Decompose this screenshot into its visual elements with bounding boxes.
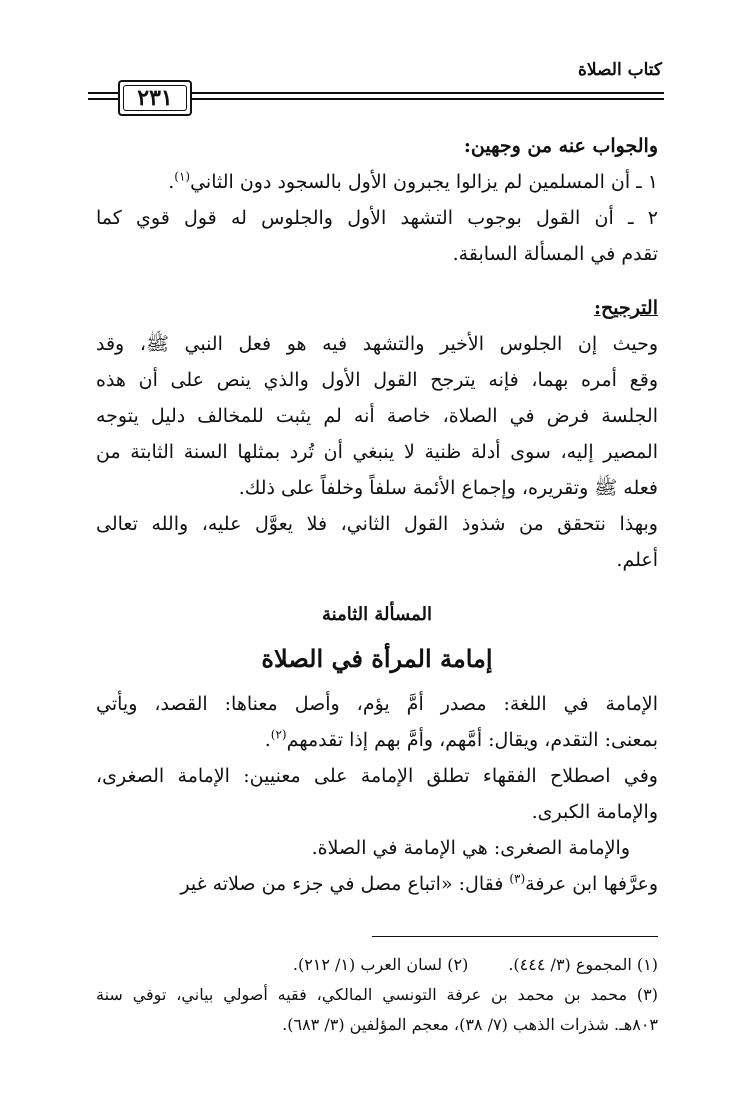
running-title: كتاب الصلاة: [577, 60, 662, 80]
issue-title: إمامة المرأة في الصلاة: [261, 644, 493, 673]
footnote-1: (١) المجموع (٣/ ٤٤٤).: [508, 955, 658, 974]
footnote-ref-3: (٣): [509, 871, 526, 886]
imama-p2-line-2: والإمامة الكبرى.: [531, 801, 658, 823]
footnote-separator: [372, 936, 658, 937]
answer-section: [96, 128, 658, 272]
imama-section: [96, 686, 658, 902]
page-number: ٢٣١: [118, 80, 192, 116]
footnotes: [96, 950, 658, 1040]
tarjih-section: [96, 290, 658, 578]
issue-label: المسألة الثامنة: [322, 604, 432, 625]
footnote-3-line-1: (٣) محمد بن محمد بن عرفة التونسي المالكي، فقيه أصولي بياني، توفي سنة: [96, 985, 658, 1004]
answer-heading: والجواب عنه من وجهين:: [463, 135, 658, 157]
footnote-ref-2: (٢): [270, 727, 287, 742]
imama-p2-line-1: وفي اصطلاح الفقهاء تطلق الإمامة على معنيين: الإمامة الصغرى،: [96, 765, 658, 787]
imama-p1-line-2: بمعنى: التقدم، ويقال: أمَّهم، وأمَّ بهم إذا تقدمهم$^{(٢)}$.: [264, 727, 658, 751]
header-rule-right-bottom: [192, 98, 664, 100]
tarjih-p1-line-2: وقع أمره بهما، فإنه يترجح القول الأول والذي ينص على أن هذه: [96, 369, 658, 391]
tarjih-heading: الترجيح:: [593, 297, 658, 319]
imama-p1-line-1: الإمامة في اللغة: مصدر أمَّ يؤم، وأصل معناها: القصد، ويأتي: [96, 693, 658, 715]
tarjih-p1-line-4: المصير إليه، سوى أدلة ظنية لا ينبغي أن تُرد بمثلها السنة الثابتة من: [96, 441, 658, 463]
header-rule-left-bottom: [88, 98, 118, 100]
footnote-3-line-2: ٨٠٣هـ. شذرات الذهب (٧/ ٣٨)، معجم المؤلفين (٣/ ٦٨٣).: [282, 1015, 658, 1034]
header-rule-right-top: [192, 92, 664, 94]
answer-item-1: ١ ـ أن المسلمين لم يزالوا يجبرون الأول بالسجود دون الثاني$^{(١)}$.: [168, 169, 658, 193]
imama-p3: والإمامة الصغرى: هي الإمامة في الصلاة.: [311, 837, 630, 859]
header-rule-left-top: [88, 92, 118, 94]
footnote-ref-1: (١): [174, 169, 191, 184]
tarjih-p2-line-1: وبهذا نتحقق من شذوذ القول الثاني، فلا يعوَّل عليه، والله تعالى: [96, 513, 658, 535]
answer-item-2-line-1: ٢ ـ أن القول بوجوب التشهد الأول والجلوس له قول قوي كما: [96, 207, 658, 229]
tarjih-p2-line-2: أعلم.: [616, 549, 658, 571]
tarjih-p1-line-5: فعله ﷺ وتقريره، وإجماع الأئمة سلفاً وخلفاً على ذلك.: [238, 477, 658, 499]
answer-item-2-line-2: تقدم في المسألة السابقة.: [452, 243, 658, 265]
tarjih-p1-line-1: وحيث إن الجلوس الأخير والتشهد فيه هو فعل النبي ﷺ، وقد: [96, 333, 658, 355]
footnote-2: (٢) لسان العرب (١/ ٢١٢).: [292, 955, 469, 974]
footnotes-row-1: [96, 950, 658, 980]
imama-p4: وعرَّفها ابن عرفة$^{(٣)}$ فقال: «اتباع مصل في جزء من صلاته غير: [180, 871, 658, 895]
tarjih-p1-line-3: الجلسة فرض في الصلاة، خاصة أنه لم يثبت للمخالف دليل يتوجه: [96, 405, 658, 427]
